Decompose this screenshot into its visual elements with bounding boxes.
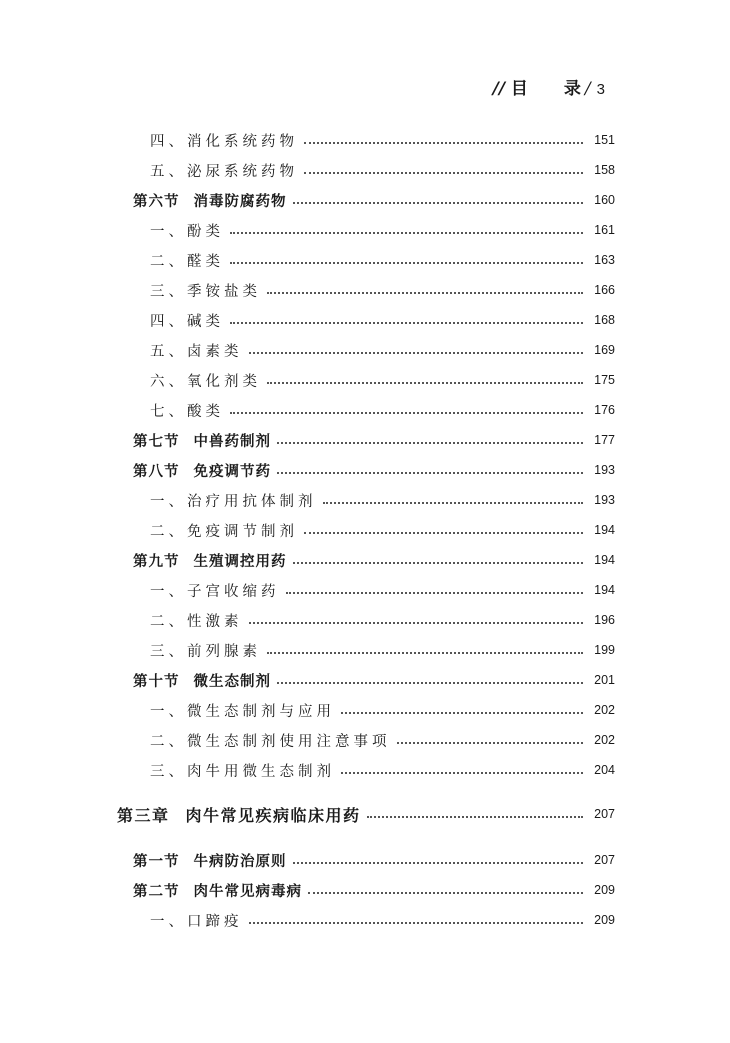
toc-item-row xyxy=(150,369,615,391)
toc-entry-label xyxy=(133,850,287,871)
toc-entry-label: 七、酸类 xyxy=(150,403,224,420)
toc-item-row xyxy=(150,519,615,541)
toc-entry-label xyxy=(133,670,271,691)
dot-leader xyxy=(293,202,584,204)
toc-chapter-row xyxy=(117,803,615,825)
toc-entry-title: 肉牛常见病毒病 xyxy=(193,882,302,900)
toc-entry-label: 四、碱类 xyxy=(150,313,224,330)
dot-leader xyxy=(230,232,583,234)
toc-page-number: 158 xyxy=(594,163,615,177)
toc-item-row xyxy=(150,579,615,601)
toc-entry-number: 第七节 xyxy=(133,432,180,450)
toc-entry-label: 一、子宫收缩药 xyxy=(150,583,280,600)
dot-leader xyxy=(304,172,583,174)
toc-item-row xyxy=(150,489,615,511)
toc-item-row xyxy=(150,729,615,751)
dot-leader xyxy=(267,292,583,294)
toc-page-number: 169 xyxy=(594,343,615,357)
dot-leader xyxy=(230,412,583,414)
toc-entry-label xyxy=(133,880,302,901)
toc-item-row xyxy=(150,219,615,241)
toc-page-number: 163 xyxy=(594,253,615,267)
toc-entry-label: 一、酚类 xyxy=(150,223,224,240)
dot-leader xyxy=(277,442,583,444)
toc-page-number: 175 xyxy=(594,373,615,387)
header-title-part1: 目 xyxy=(510,79,528,99)
dot-leader xyxy=(323,502,584,504)
toc-page-number: 151 xyxy=(594,133,615,147)
toc-item-row xyxy=(150,699,615,721)
toc-page-number: 194 xyxy=(594,583,615,597)
toc-entry-title: 肉牛常见疾病临床用药 xyxy=(185,805,361,825)
toc-item-row xyxy=(150,909,615,931)
toc-page-number: 204 xyxy=(594,763,615,777)
toc-item-row xyxy=(150,609,615,631)
toc-section-row xyxy=(133,849,615,871)
dot-leader xyxy=(267,382,583,384)
toc-item-row xyxy=(150,399,615,421)
toc-page-number: 168 xyxy=(594,313,615,327)
toc-entry-label: 六、氧化剂类 xyxy=(150,373,261,390)
toc-section-row xyxy=(133,549,615,571)
toc-page-number: 207 xyxy=(594,807,615,821)
toc-page-number: 176 xyxy=(594,403,615,417)
dot-leader xyxy=(304,532,583,534)
header-slashes: // xyxy=(492,79,505,99)
toc-section-row xyxy=(133,429,615,451)
toc-item-row xyxy=(150,759,615,781)
toc-section-row xyxy=(133,189,615,211)
toc-entry-number: 第八节 xyxy=(133,462,180,480)
toc-entry-label: 一、微生态制剂与应用 xyxy=(150,703,335,720)
toc-entry-title: 免疫调节药 xyxy=(193,462,271,480)
toc-item-row xyxy=(150,159,615,181)
dot-leader xyxy=(249,922,584,924)
toc-entry-number: 第一节 xyxy=(133,852,180,870)
toc-entry-label xyxy=(133,460,271,481)
dot-leader xyxy=(293,862,584,864)
toc-entry-label: 五、卤素类 xyxy=(150,343,243,360)
dot-leader xyxy=(249,352,584,354)
dot-leader xyxy=(267,652,583,654)
dot-leader xyxy=(308,892,583,894)
toc-entry-label xyxy=(117,803,361,826)
toc-entry-label xyxy=(133,190,287,211)
toc-entry-label xyxy=(133,550,287,571)
toc-entry-number: 第三章 xyxy=(117,805,170,825)
dot-leader xyxy=(286,592,584,594)
toc-entry-label: 二、微生态制剂使用注意事项 xyxy=(150,733,391,750)
header-title-part2: 录 xyxy=(563,79,581,99)
dot-leader xyxy=(341,772,583,774)
toc-page-number: 201 xyxy=(594,673,615,687)
header-page-number: 3 xyxy=(596,81,605,98)
toc-section-row xyxy=(133,669,615,691)
toc-item-row xyxy=(150,279,615,301)
dot-leader xyxy=(230,262,583,264)
toc-page-number: 194 xyxy=(594,523,615,537)
toc-entry-label: 二、醛类 xyxy=(150,253,224,270)
toc-entry-title: 微生态制剂 xyxy=(193,672,271,690)
toc-entry-label: 一、口蹄疫 xyxy=(150,913,243,930)
toc-entry-label: 五、泌尿系统药物 xyxy=(150,163,298,180)
toc-entry-label: 二、性激素 xyxy=(150,613,243,630)
toc-entry-label: 三、肉牛用微生态制剂 xyxy=(150,763,335,780)
toc-page-number: 193 xyxy=(594,493,615,507)
dot-leader xyxy=(293,562,584,564)
toc-entry-label: 二、免疫调节制剂 xyxy=(150,523,298,540)
toc-entry-title: 牛病防治原则 xyxy=(193,852,287,870)
toc-page-number: 202 xyxy=(594,733,615,747)
dot-leader xyxy=(277,472,583,474)
toc-entry-label: 三、前列腺素 xyxy=(150,643,261,660)
toc-entry-number: 第六节 xyxy=(133,192,180,210)
dot-leader xyxy=(304,142,583,144)
toc-page-number: 161 xyxy=(594,223,615,237)
toc-page-number: 194 xyxy=(594,553,615,567)
toc-page-number: 209 xyxy=(594,883,615,897)
toc-page-number: 209 xyxy=(594,913,615,927)
toc-item-row xyxy=(150,249,615,271)
toc-entry-label xyxy=(133,430,271,451)
toc-item-row xyxy=(150,129,615,151)
dot-leader xyxy=(397,742,584,744)
toc-section-row xyxy=(133,459,615,481)
toc-item-row xyxy=(150,309,615,331)
dot-leader xyxy=(341,712,583,714)
toc-entry-number: 第九节 xyxy=(133,552,180,570)
toc-entry-title: 中兽药制剂 xyxy=(193,432,271,450)
toc-page-number: 193 xyxy=(594,463,615,477)
toc-section-row xyxy=(133,879,615,901)
toc-entry-title: 消毒防腐药物 xyxy=(193,192,287,210)
dot-leader xyxy=(367,816,583,818)
toc-entry-label: 三、季铵盐类 xyxy=(150,283,261,300)
header-slash: / xyxy=(584,79,591,99)
toc-page-number: 160 xyxy=(594,193,615,207)
toc-item-row xyxy=(150,639,615,661)
toc-page-number: 166 xyxy=(594,283,615,297)
dot-leader xyxy=(230,322,583,324)
toc-entry-label: 一、治疗用抗体制剂 xyxy=(150,493,317,510)
toc-entry-title: 生殖调控用药 xyxy=(193,552,287,570)
toc-entry-label: 四、消化系统药物 xyxy=(150,133,298,150)
toc-item-row xyxy=(150,339,615,361)
toc-page-number: 177 xyxy=(594,433,615,447)
toc-entry-number: 第二节 xyxy=(133,882,180,900)
toc-page-number: 202 xyxy=(594,703,615,717)
dot-leader xyxy=(249,622,584,624)
toc-page-number: 199 xyxy=(594,643,615,657)
toc-page-number: 207 xyxy=(594,853,615,867)
toc-entry-number: 第十节 xyxy=(133,672,180,690)
toc-page-number: 196 xyxy=(594,613,615,627)
dot-leader xyxy=(277,682,583,684)
